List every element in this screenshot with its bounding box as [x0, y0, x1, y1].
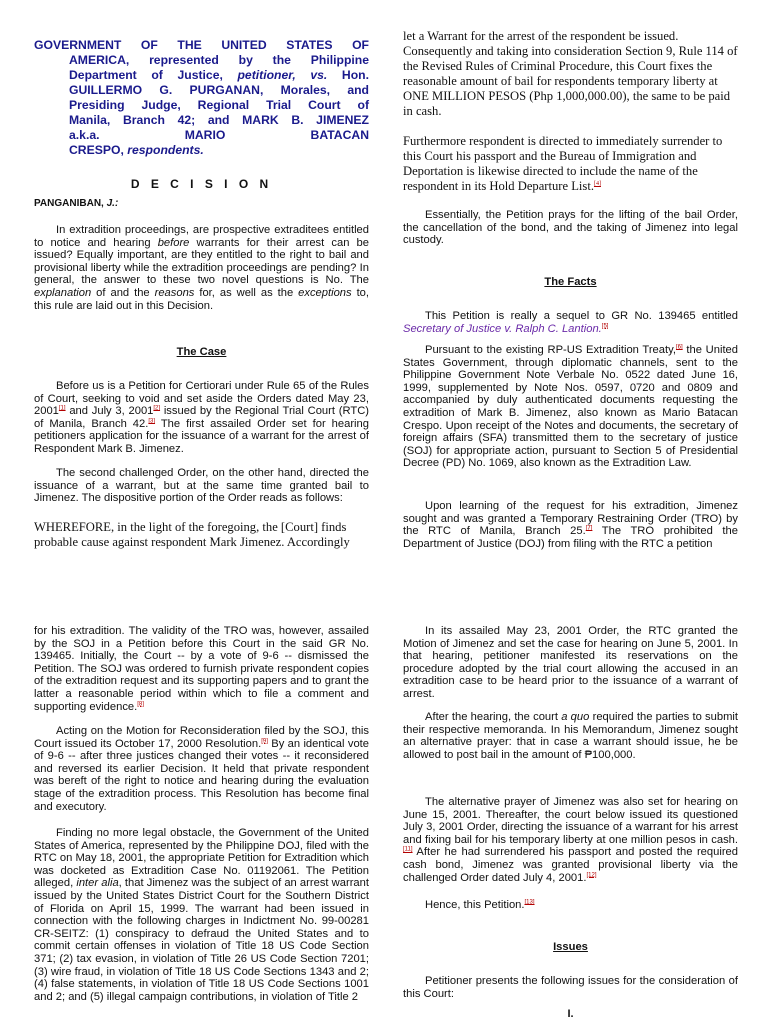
ponente-suffix: J.: [106, 198, 119, 209]
text-run: the United States Government, through diplomatic channels, sent to the Philippine Government Note Verbale No. 0522 dated June 16, 1999, supplemented by Note Nos. 0597, 0720 and 0809 and accompanied by duly authenticated documents requesting the extradition of Mark B. Jimenez, also known as Mario Batacan Crespo. Upon receipt of the Notes and documents, the secretary of foreign affairs (SFA) transmitted them to the secretary of justice (SOJ) for appropriate action, pursuant to Section 5 of Presidential Decree (PD) No. 1069, also known as the Extradition Law. [403, 344, 738, 470]
footnote-link[interactable]: [3] [148, 418, 156, 425]
footnote-link[interactable]: [11] [403, 846, 413, 853]
case-paragraph-2: The second challenged Order, on the other hand, directed the issuance of a warrant, but at the same time granted bail to Jimenez. The dispositive portion of the Order reads as follows: [34, 467, 369, 505]
quoted-order-paragraph [403, 134, 738, 194]
text-run: This Petition is really a sequel to GR No. 139465 entitled [425, 310, 738, 322]
text-run: to, this rule are laid out in this Decision. [34, 286, 370, 312]
text-run: Pursuant to the existing RP-US Extradition Treaty, [425, 344, 676, 356]
case-title-line [69, 143, 369, 158]
text-run: Hence, this Petition. [425, 899, 525, 911]
case-title-block [34, 53, 369, 158]
hearing-paragraph [403, 711, 738, 761]
footnote-link[interactable]: [5] [601, 322, 609, 329]
extradition-petition-paragraph [34, 827, 369, 1003]
text-run: Upon learning of the request for his extradition, Jimenez sought and was granted a Temporary Restraining Order (TRO) by the RTC of Manila, Branch 25. [403, 500, 738, 538]
text-run: required the parties to submit their respective memoranda. In his Memorandum, Jimenez sought an alternative prayer: that in case a warrant should issue, he be allowed to post bail in the amount of ₱100,000. [403, 711, 739, 761]
footnote-link[interactable]: [13] [524, 899, 535, 906]
document-page-2 [0, 512, 768, 1024]
hence-paragraph [403, 899, 738, 912]
text-run: The first assailed Order set for hearing petitioners application for the issuance of a warrant for the arrest of Respondent Mark B. Jimenez. [34, 417, 369, 455]
ponente [34, 198, 118, 209]
quoted-order: WHEREFORE, in the light of the foregoing, the [Court] finds probable cause against respondent Mark Jimenez. Accordingly [34, 520, 350, 549]
text-run-italic: inter alia [76, 877, 119, 890]
text-run-italic: explanation [34, 286, 92, 299]
footnote-link[interactable]: [2] [153, 405, 161, 412]
continued-paragraph [34, 625, 369, 713]
text-run: , that Jimenez was the subject of an arrest warrant issued by the United States District Court for the Southern District of Florida on April 15, 1999. The warrant had been issued in connection with the following charges in Indictment No. 99-00281 CR-SEITZ: (1) conspiracy to defraud the United States and to commit certain offenses in violation of Title 18 US Code Section 371; (2) tax evasion, in violation of Title 26 US Code Section 7201; (3) wire fraud, in violation of Title 18 US Code Sections 1343 and 2; (4) false statements, in violation of Title 18 US Code Sections 1001 and 2; and (5) illegal campaign contributions, in violation of Title 2 [34, 877, 369, 1003]
case-title [34, 38, 369, 158]
facts-paragraph-1 [403, 310, 738, 335]
text-run-italic: exceptions [298, 286, 352, 299]
decision-heading: D E C I S I O N [130, 177, 273, 191]
text-run: warrants for their arrest can be issued? Equally important, are they entitled to the right to bail and provisional liberty while the extradition proceedings are pending? In general, the answer to these two novel questions is No. The [34, 236, 369, 287]
case-title-line: Manila, Branch 42; and MARK B. JIMENEZ [69, 113, 369, 127]
text-run: for his extradition. The validity of the TRO was, however, assailed by the SOJ in a Petition before this Court in the said GR No. 139465. Initially, the Court -- by a vote of 9-6 -- dismissed the Petition. The SOJ was ordered to furnish private respondent copies of the extradition request and its supporting papers and to grant the latter a reasonable period within which to file a comment and supporting evidence. [34, 625, 369, 713]
footnote-link[interactable]: [12] [586, 871, 597, 878]
footnote-link[interactable]: [4] [593, 180, 601, 187]
title-respondent-role: respondents. [127, 143, 204, 157]
rtc-order-paragraph: In its assailed May 23, 2001 Order, the RTC granted the Motion of Jimenez and set the case for hearing on June 5, 2001. In that hearing, petitioner manifested its reservations on the procedure adopted by the trial court allowing the accused in an extradition case to be heard prior to the issuance of a warrant of arrest. [403, 625, 738, 700]
text-run: issued by the Regional Trial Court (RTC) of Manila, Branch 42. [34, 405, 369, 430]
case-paragraph-1 [34, 380, 369, 456]
text-run: Before us is a Petition for Certiorari under Rule 65 of the Rules of Court, seeking to void and set aside the Orders dated May 23, 2001 [34, 380, 369, 418]
alternative-prayer-paragraph [403, 796, 738, 884]
title-hon: Hon. [341, 68, 369, 82]
text-run: After the hearing, the court [425, 711, 562, 723]
footnote-link[interactable]: [1] [58, 405, 66, 412]
text-run: The alternative prayer of Jimenez was also set for hearing on June 15, 2001. Thereafter, the court below issued its questioned July 3, 2001 Order, directing the issuance of a warrant for his arrest and fixing bail for his temporary liberty at one million pesos in cash. [403, 796, 738, 846]
section-heading-the-case: The Case [176, 346, 227, 358]
title-petitioner-role: petitioner, vs. [237, 68, 328, 82]
footnote-link[interactable]: [6] [675, 344, 683, 351]
case-title-line: a.k.a. MARIO BATACAN [69, 128, 369, 142]
text-run: for, as well as the [194, 286, 299, 299]
intro-paragraph [34, 224, 369, 312]
text-run: By an identical vote of 9-6 -- after three justices changed their votes -- it reconsidered and reversed its earlier Decision. It held that private respondent was bereft of the right to notice and hearing during the evaluation stage of the extradition process. This Resolution has become final and executory. [34, 737, 369, 813]
text-run: of and the [91, 286, 155, 299]
text-run-italic: a quo [561, 711, 590, 723]
text-run-italic: reasons [154, 286, 195, 299]
text-run: Acting on the Motion for Reconsideration filed by the SOJ, this Court issued its October 17, 2000 Resolution. [34, 725, 369, 750]
case-title-line: GUILLERMO G. PURGANAN, Morales, and [69, 83, 369, 97]
case-citation-link[interactable]: Secretary of Justice v. Ralph C. Lantion. [403, 322, 602, 335]
section-heading-the-facts: The Facts [544, 276, 597, 288]
text-run: Furthermore respondent is directed to immediately surrender to this Court his passport and the Bureau of Immigration and Deportation is likewise directed to include the name of the respondent in its Hold Departure List. [403, 134, 723, 193]
case-title-line: AMERICA, represented by the Philippine [69, 53, 369, 67]
essential-paragraph: Essentially, the Petition prays for the lifting of the bail Order, the cancellation of the bond, and the taking of Jimenez into legal custody. [403, 209, 738, 247]
text-run: Finding no more legal obstacle, the Government of the United States of America, represented by the Philippine DOJ, filed with the RTC on May 18, 2001, the appropriate Petition for Extradition which was docketed as Extradition Case No. 01192061. The Petition alleged, [34, 827, 369, 890]
title-petitioner-party: Department of Justice, [69, 68, 223, 82]
title-respondent-alias: CRESPO, [69, 143, 124, 157]
text-run-italic: before [157, 236, 190, 249]
case-title-line [69, 68, 369, 83]
text-run: After he had surrendered his passport and posted the required cash bond, Jimenez was granted provisional liberty via the challenged Order dated July 4, 2001. [403, 846, 738, 884]
facts-paragraph-2 [403, 344, 738, 470]
footnote-link[interactable]: [7] [585, 525, 593, 532]
motion-paragraph [34, 725, 369, 813]
ponente-name: PANGANIBAN, [34, 198, 104, 209]
issue-number: I. [567, 1008, 574, 1020]
text-run: The TRO prohibited the Department of Justice (DOJ) from filing with the RTC a petition [403, 525, 738, 550]
text-run: In extradition proceedings, are prospective extraditees entitled to notice and hearing [34, 224, 369, 249]
footnote-link[interactable]: [8] [137, 700, 144, 707]
quoted-order-continued: let a Warrant for the arrest of the respondent be issued. Consequently and taking into consideration Section 9, Rule 114 of the Revised Rules of Criminal Procedure, this Court fixes the reasonable amount of bail for respondents temporary liberty at ONE MILLION PESOS (Php 1,000,000.00), the same to be paid in cash. [403, 29, 738, 118]
section-heading-issues: Issues [553, 941, 588, 953]
issues-intro-paragraph: Petitioner presents the following issues for the consideration of this Court: [403, 975, 738, 1000]
case-title-line: Presiding Judge, Regional Trial Court of [69, 98, 369, 112]
footnote-link[interactable]: [9] [261, 737, 268, 744]
case-title-line: GOVERNMENT OF THE UNITED STATES OF [34, 38, 369, 52]
text-run: and July 3, 2001 [65, 405, 154, 418]
